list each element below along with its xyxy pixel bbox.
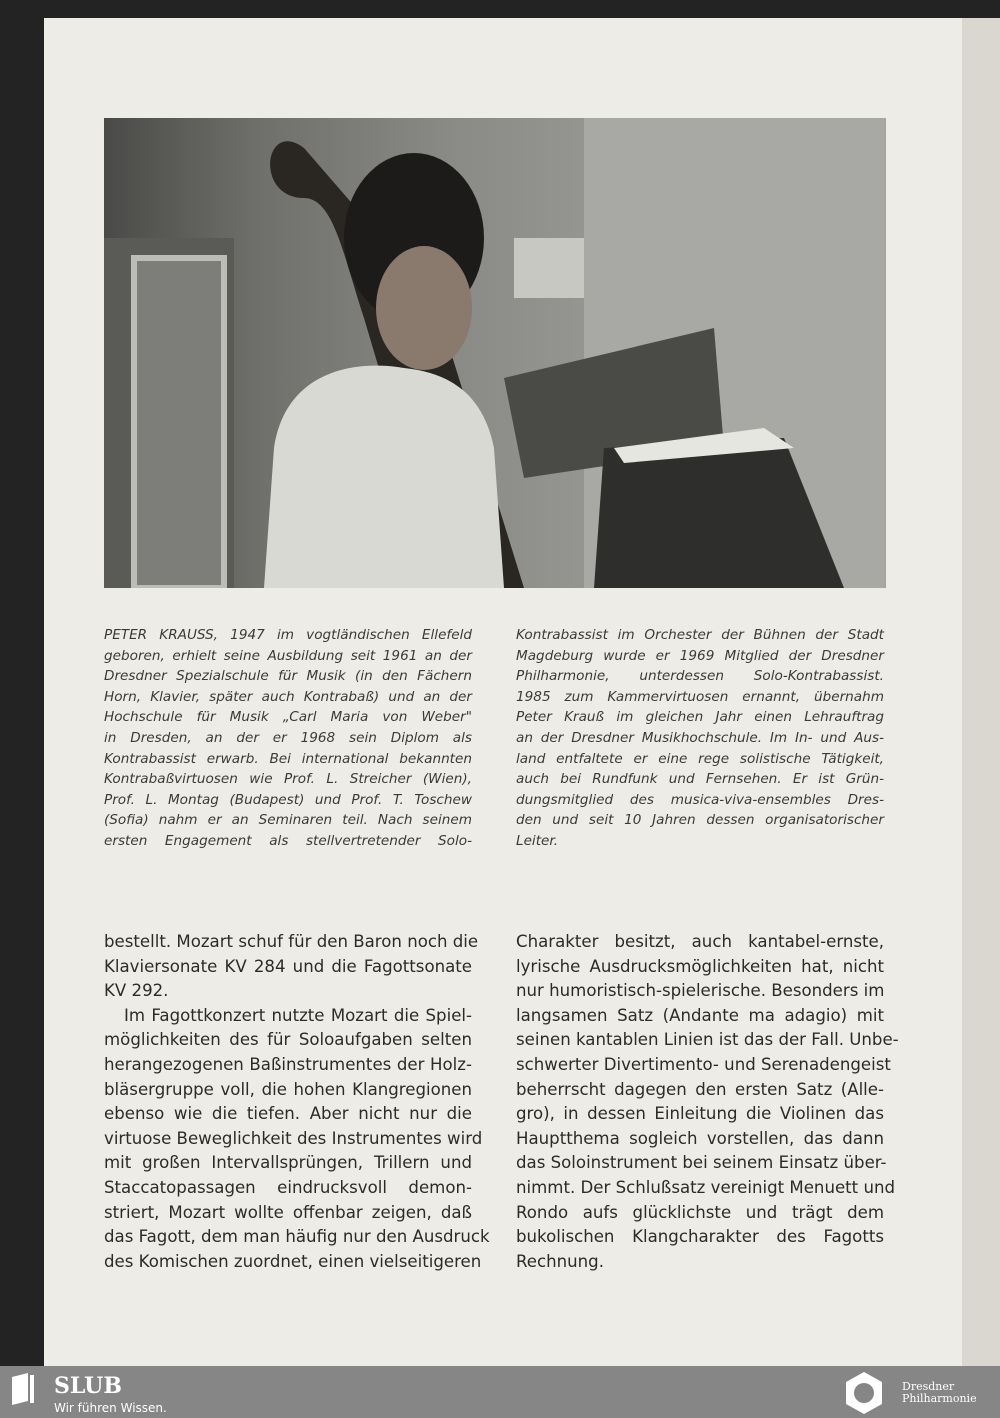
caption-line: ersten Engagement als stellvertretender Solo- <box>104 832 472 849</box>
caption-line: auch bei Rundfunk und Fernsehen. Er ist Grün- <box>516 771 884 788</box>
body-line: nimmt. Der Schlußsatz vereinigt Menuett und <box>516 1177 896 1197</box>
body-line: virtuose Beweglichkeit des Instrumentes wird <box>104 1128 483 1148</box>
body-line: herangezogenen Baßinstrumentes der Holz- <box>104 1054 472 1074</box>
body-line: schwerter Divertimento- und Serenadengeist <box>516 1054 891 1074</box>
body-line: mit großen Intervallsprüngen, Trillern und <box>104 1153 472 1173</box>
body-line: bestellt. Mozart schuf für den Baron noch die <box>104 932 479 951</box>
body-line: ebenso wie die tiefen. Aber nicht nur die <box>104 1104 472 1124</box>
body-line: striert, Mozart wollte offenbar zeigen, daß <box>104 1202 472 1222</box>
body-line: Klaviersonate KV 284 und die Fagottsonate <box>104 956 472 976</box>
body-column-left <box>104 930 490 1274</box>
partner-logo-text[interactable] <box>902 1381 977 1405</box>
slub-tagline: Wir führen Wissen. <box>54 1401 167 1415</box>
caption-line: Dresdner Spezialschule für Musik (in den Fächern <box>104 668 472 685</box>
body-line: Rechnung. <box>516 1251 604 1271</box>
caption-line: Prof. L. Montag (Budapest) und Prof. T. Toschew <box>104 791 472 808</box>
slub-book-icon <box>10 1373 36 1405</box>
body-line: seinen kantablen Linien ist das der Fall. Unbe- <box>516 1030 899 1050</box>
photo-double-bassist <box>104 118 886 588</box>
body-line: das Fagott, dem man häufig nur den Ausdruck <box>104 1227 490 1247</box>
body-column-right <box>516 930 899 1274</box>
body-line: beherrscht dagegen den ersten Satz (Alle- <box>516 1079 884 1099</box>
caption-line: Kontrabassist erwarb. Bei international bekannten <box>104 750 472 767</box>
partner-name-line2: Philharmonie <box>902 1392 977 1405</box>
body-line: das Soloinstrument bei seinem Einsatz über- <box>516 1153 887 1173</box>
body-line: möglichkeiten des für Soloaufgaben selten <box>104 1030 472 1050</box>
caption-line: geboren, erhielt seine Ausbildung seit 1961 an der <box>104 647 472 664</box>
caption-line: an der Dresdner Musikhochschule. Im In- und Aus- <box>516 729 884 746</box>
photo-caption-right <box>516 625 884 852</box>
viewer-footer <box>0 1366 1000 1418</box>
caption-line: Magdeburg wurde er 1969 Mitglied der Dresdner <box>516 647 884 664</box>
adjacent-page-edge <box>962 18 1000 1366</box>
caption-line: Kontrabaßvirtuosen wie Prof. L. Streicher (Wien), <box>104 771 472 788</box>
body-line: Rondo aufs glücklichste und trägt dem <box>516 1202 884 1222</box>
photo-illustration <box>104 118 886 588</box>
slub-logo-text[interactable]: SLUB <box>54 1373 122 1399</box>
caption-line: Kontrabassist im Orchester der Bühnen der Stadt <box>516 627 884 643</box>
caption-line: in Dresden, an der er 1968 sein Diplom als <box>104 729 472 746</box>
body-line: lyrische Ausdrucksmöglichkeiten hat, nicht <box>516 956 884 976</box>
body-line: des Komischen zuordnet, einen vielseitigeren <box>104 1251 482 1271</box>
caption-line: (Sofia) nahm er an Seminaren teil. Nach seinem <box>104 812 472 829</box>
caption-line: Philharmonie, unterdessen Solo-Kontrabassist. <box>516 668 884 685</box>
body-line: Charakter besitzt, auch kantabel-ernste, <box>516 932 884 951</box>
body-line: bläsergruppe voll, die hohen Klangregionen <box>104 1079 472 1099</box>
dresdner-philharmonie-logo-icon <box>842 1371 886 1415</box>
partner-name-line1: Dresdner <box>902 1380 955 1393</box>
caption-line: 1985 zum Kammervirtuosen ernannt, übernahm <box>516 688 884 705</box>
body-line: gro), in dessen Einleitung die Violinen das <box>516 1104 884 1124</box>
caption-line: Peter Krauß im gleichen Jahr einen Lehrauftrag <box>516 709 884 726</box>
photo-caption-left <box>104 625 472 852</box>
caption-line: PETER KRAUSS, 1947 im vogtländischen Ellefeld <box>104 627 472 643</box>
body-line: nur humoristisch-spielerische. Besonders im <box>516 981 885 1001</box>
caption-line: dungsmitglied des musica-viva-ensembles Dres- <box>516 791 884 808</box>
body-line: KV 292. <box>104 981 169 1001</box>
body-line: Hauptthema sogleich vorstellen, das dann <box>516 1128 884 1148</box>
body-line: Staccatopassagen eindrucksvoll demon- <box>104 1177 472 1197</box>
body-line: Im Fagottkonzert nutzte Mozart die Spiel- <box>124 1005 472 1025</box>
caption-line: land entfaltete er eine rege solistische Tätigkeit, <box>516 750 884 767</box>
caption-line: Hochschule für Musik „Carl Maria von Weber" <box>104 709 472 726</box>
caption-line: Leiter. <box>516 832 559 849</box>
body-line: bukolischen Klangcharakter des Fagotts <box>516 1227 884 1247</box>
caption-line: den und seit 10 Jahren dessen organisatorischer <box>516 812 884 829</box>
caption-line: Horn, Klavier, später auch Kontrabaß) und an der <box>104 688 472 705</box>
body-line: langsamen Satz (Andante ma adagio) mit <box>516 1005 884 1025</box>
